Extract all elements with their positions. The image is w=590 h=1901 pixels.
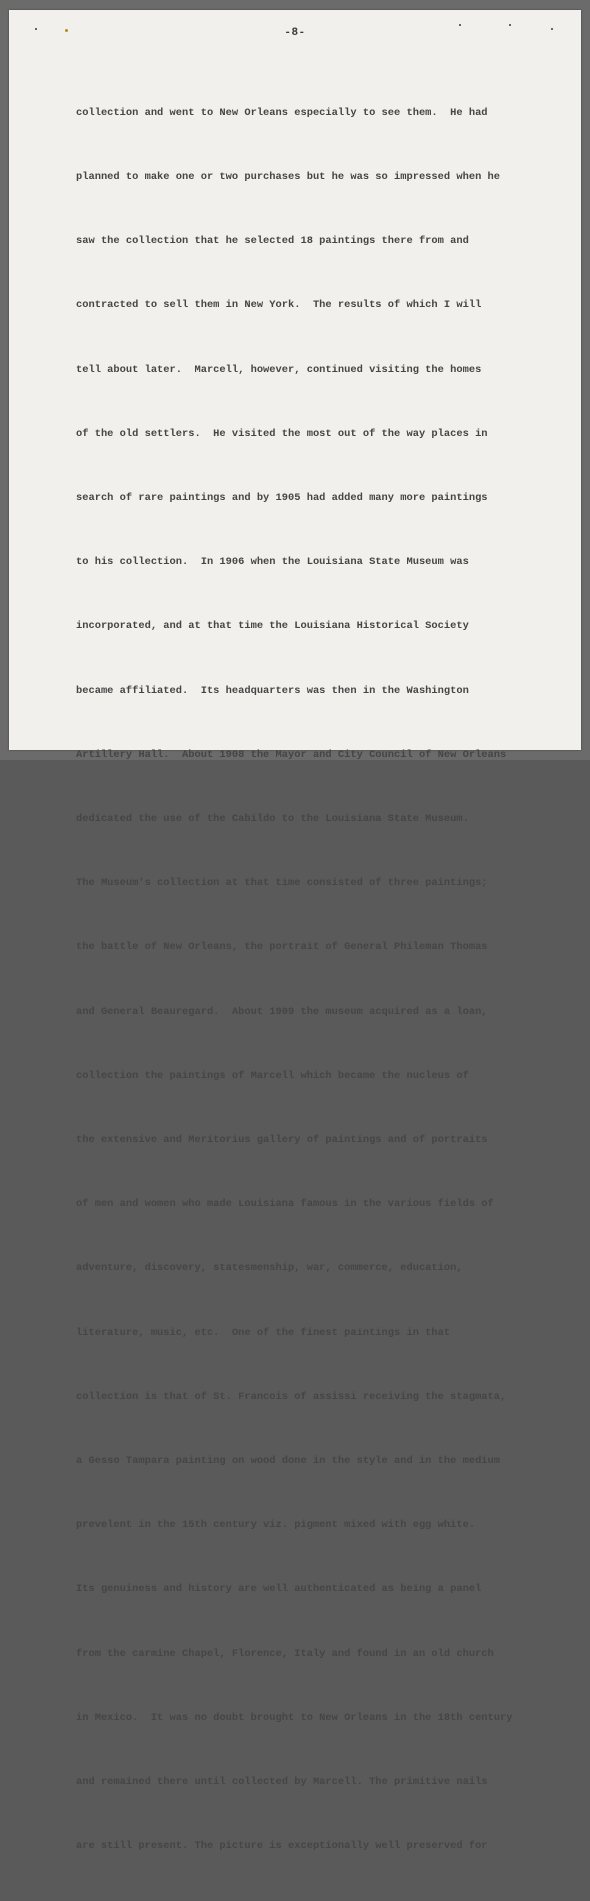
text-line: are still present. The picture is exceptionally well preserved for xyxy=(76,1840,488,1853)
text-line: adventure, discovery, statesmenship, war, commerce, education, xyxy=(76,1262,463,1275)
text-line: dedicated the use of the Cabildo to the Louisiana State Museum. xyxy=(76,813,469,826)
text-line: The Museum's collection at that time consisted of three paintings; xyxy=(76,877,488,890)
typed-page xyxy=(9,10,581,1853)
text-line: of the old settlers. He visited the most out of the way places in xyxy=(76,427,488,440)
text-line: became affiliated. Its headquarters was then in the Washington xyxy=(76,684,469,697)
text-line: to his collection. In 1906 when the Louisiana State Museum was xyxy=(76,556,469,569)
text-line: contracted to sell them in New York. The results of which I will xyxy=(76,299,482,312)
paper-speck xyxy=(509,24,511,26)
paper-speck xyxy=(459,24,461,26)
text-line: from the carmine Chapel, Florence, Italy and found in an old church xyxy=(76,1647,494,1660)
text-line: and General Beauregard. About 1909 the museum acquired as a loan, xyxy=(76,1005,488,1018)
text-line: collection and went to New Orleans especially to see them. He had xyxy=(76,106,488,119)
text-line: prevelent in the 15th century viz. pigment mixed with egg white. xyxy=(76,1519,476,1532)
text-line: incorporated, and at that time the Louisiana Historical Society xyxy=(76,620,469,633)
text-line: collection the paintings of Marcell which became the nucleus of xyxy=(76,1069,469,1082)
text-line: the battle of New Orleans, the portrait of General Phileman Thomas xyxy=(76,941,488,954)
text-line: the extensive and Meritorius gallery of paintings and of portraits xyxy=(76,1134,488,1147)
text-line: Its genuiness and history are well authenticated as being a panel xyxy=(76,1583,482,1596)
text-line: collection is that of St. Francois of assissi receiving the stagmata, xyxy=(76,1390,507,1403)
text-line: literature, music, etc. One of the finest paintings in that xyxy=(76,1326,451,1339)
text-line: search of rare paintings and by 1905 had added many more paintings xyxy=(76,492,488,505)
body-text xyxy=(76,60,576,1901)
page-number: -8- xyxy=(284,27,306,39)
text-line: in Mexico. It was no doubt brought to New Orleans in the 18th century xyxy=(76,1711,513,1724)
text-line: tell about later. Marcell, however, continued visiting the homes xyxy=(76,363,482,376)
text-line: of men and women who made Louisiana famous in the various fields of xyxy=(76,1198,494,1211)
text-line: and remained there until collected by Marcell. The primitive nails xyxy=(76,1776,488,1789)
text-line: Artillery Hall. About 1908 the Mayor and City Council of New Orleans xyxy=(76,748,507,761)
text-line: saw the collection that he selected 18 paintings there from and xyxy=(76,235,469,248)
text-line: planned to make one or two purchases but he was so impressed when he xyxy=(76,171,501,184)
text-line: a Gesso Tampara painting on wood done in the style and in the medium xyxy=(76,1455,501,1468)
